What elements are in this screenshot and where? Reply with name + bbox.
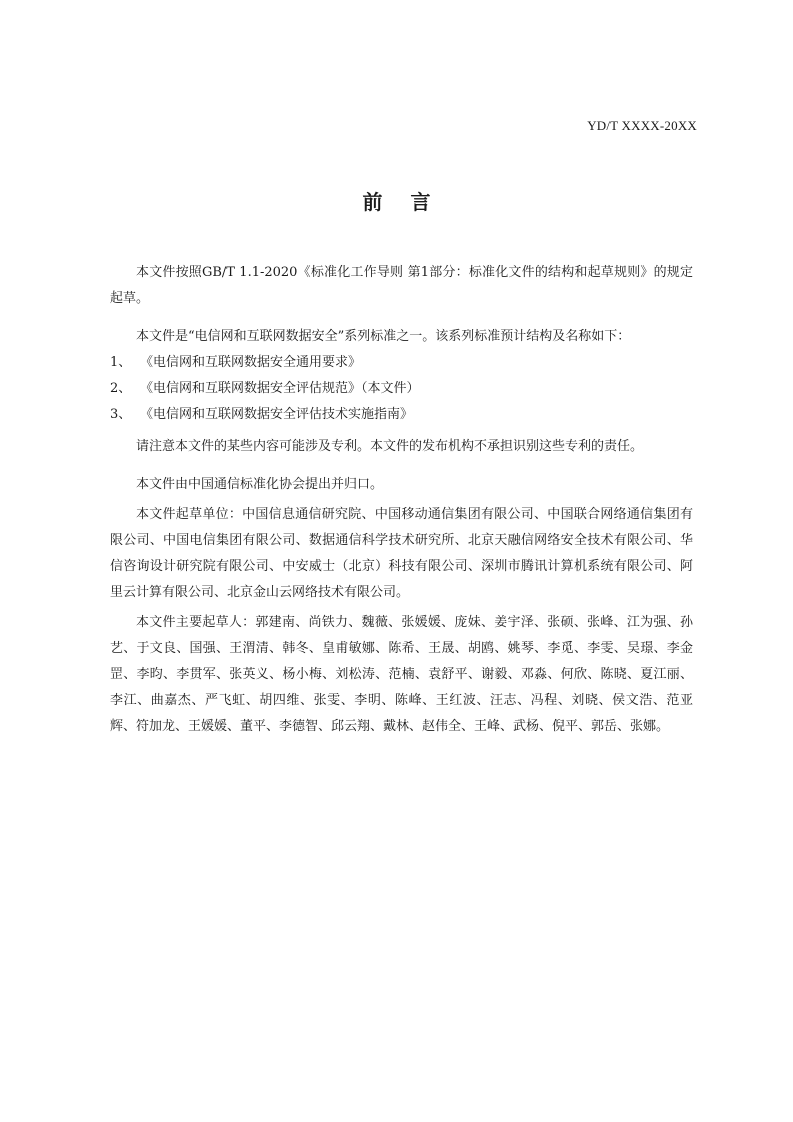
- paragraph-drafters: 本文件主要起草人：郭建南、尚铁力、魏薇、张媛媛、庞妹、姜宇泽、张硕、张峰、江为强、孙艺、于文良、国强、王渭清、韩冬、皇甫敏娜、陈希、王晟、胡鸥、姚琴、李觅、李雯、吴璟、李金罡、李昀、李贯军、张英义、杨小梅、刘松涛、范楠、袁舒平、谢毅、邓淼、何欣、陈晓、夏江丽、李江、曲嘉杰、严飞虹、胡四维、张雯、李明、陈峰、王红波、汪志、冯程、刘晓、侯文浩、范亚辉、符加龙、王媛媛、董平、李德智、邱云翔、戴林、赵伟全、王峰、武杨、倪平、郭岳、张娜。: [110, 615, 693, 734]
- list-item-number: 1、: [110, 355, 132, 370]
- foreword-body: [110, 260, 693, 740]
- list-item: [110, 402, 693, 428]
- page-title: 前言: [362, 190, 459, 214]
- paragraph-series-intro: 本文件是“电信网和互联网数据安全”系列标准之一。该系列标准预计结构及名称如下：: [136, 329, 631, 344]
- list-item: [110, 376, 693, 402]
- paragraph-drafting-units: 本文件起草单位：中国信息通信研究院、中国移动通信集团有限公司、中国联合网络通信集团有限公司、中国电信集团有限公司、数据通信科学技术研究所、北京天融信网络安全技术有限公司、华信咨询设计研究院有限公司、中安威士（北京）科技有限公司、深圳市腾讯计算机系统有限公司、阿里云计算有限公司、北京金山云网络技术有限公司。: [110, 507, 693, 600]
- list-item-number: 3、: [110, 407, 132, 422]
- paragraph-drafting-rules: 本文件按照GB/T 1.1-2020《标准化工作导则 第1部分：标准化文件的结构和起草规则》的规定起草。: [110, 265, 693, 306]
- list-item-text: 《电信网和互联网数据安全评估规范》（本文件）: [140, 381, 420, 396]
- document-code: YD/T XXXX-20XX: [587, 118, 697, 133]
- list-item-text: 《电信网和互联网数据安全通用要求》: [140, 355, 362, 370]
- list-item-number: 2、: [110, 381, 132, 396]
- paragraph-patent-notice: 请注意本文件的某些内容可能涉及专利。本文件的发布机构不承担识别这些专利的责任。: [136, 439, 644, 454]
- list-item: [110, 350, 693, 376]
- list-item-text: 《电信网和互联网数据安全评估技术实施指南》: [140, 407, 414, 422]
- paragraph-proposer: 本文件由中国通信标准化协会提出并归口。: [136, 477, 384, 492]
- series-list: [110, 350, 693, 428]
